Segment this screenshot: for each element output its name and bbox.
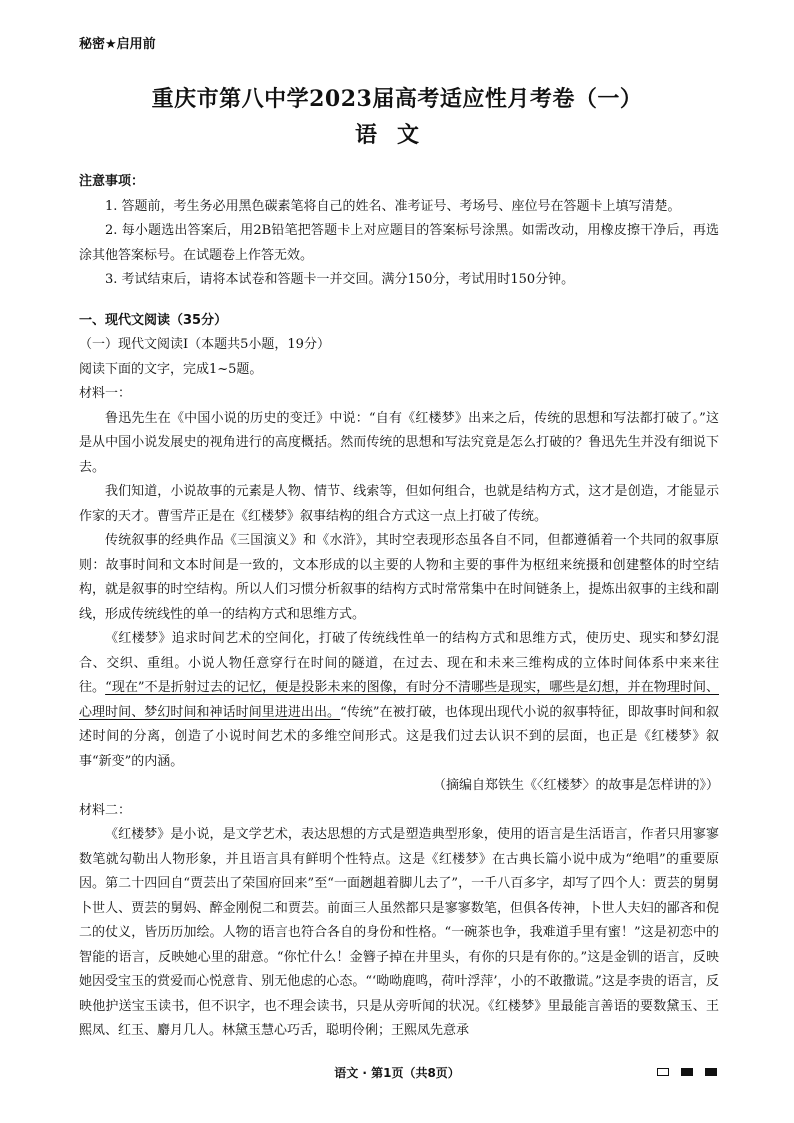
subject-title: 语文 [354,122,439,148]
section-heading: 一、现代文阅读（35分） [79,312,228,328]
material-2-paragraph-1: 《红楼梦》是小说，是文学艺术，表达思想的方式是塑造典型形象，使用的语言是生活语言，作者只用寥寥数笔就勾勒出人物形象，并且语言具有鲜明个性特点。这是《红楼梦》在古典长篇小说中成为“绝唱”的重要原因。第二十四回自“贾芸出了荣国府回来”至“一面趔趄着脚儿去了”，一千八百多字，却写了四个人：贾芸的舅舅卜世人、贾芸的舅妈、醉金刚倪二和贾芸。前面三人虽然都只是寥寥数笔，但俱各传神，卜世人夫妇的鄙吝和倪二的仗义，皆历历加绘。人物的语言也符合各自的身份和性格。“一碗茶也争，我难道手里有蜜！”这是初恋中的智能的语言，反映她心里的甜意。“你忙什么！金簪子掉在井里头，有你的只是有你的。”这是金钏的语言，反映她因受宝玉的赏爱而心悦意肯、别无他虑的心态。“‘呦呦鹿鸣，荷叶浮萍’，小的不敢撒谎。”这是李贵的语言，反映他护送宝玉读书，但不识字，也不理会读书，只是从旁听闻的状况。《红楼梦》里最能言善语的要数黛玉、王熙凤、红玉、麝月几人。林黛玉慧心巧舌，聪明伶俐；王熙凤先意承 [79,827,719,1038]
material-1-source: （摘编自郑铁生《〈红楼梦〉的故事是怎样讲的》） [432,778,719,793]
material-1-paragraph-3: 传统叙事的经典作品《三国演义》和《水浒》，其时空表现形态虽各自不同，但都遵循着一个共同的叙事原则：故事时间和文本时间是一致的，文本形成的以主要的人物和主要的事件为枢纽来统摄和创建整体的时空结构，就是叙事的时空结构。所以人们习惯分析叙事的结构方式时常常集中在时间链条上，提炼出叙事的主线和副线，形成传统线性的单一的结构方式和思维方式。 [79,533,719,622]
exam-body [79,170,719,1044]
notice-item-1: 1. 答题前，考生务必用黑色碳素笔将自己的姓名、准考证号、考场号、座位号在答题卡上填写清楚。 [105,198,681,214]
paragraph-4-part-a: 《红楼梦》追求时间艺术的空间化，打破了传统线性单一的结构方式和思维方式，使历史、现实和梦幻混合、交织、重组。小说人物任意穿行在时间的隧道，在过去、现在和未来三维构成的立体时间体系中来来往往。 [79,631,719,695]
material-1-label: 材料一： [79,386,132,401]
material-2-label: 材料二： [79,802,132,818]
confidential-mark: 秘密★启用前 [79,37,156,52]
notice-item-3: 3. 考试结束后，请将本试卷和答题卡一并交回。满分150分，考试用时150分钟。 [105,272,575,287]
material-1-paragraph-1: 鲁迅先生在《中国小说的历史的变迁》中说：“自有《红楼梦》出来之后，传统的思想和写法都打破了。”这是从中国小说发展史的视角进行的高度概括。然而传统的思想和写法究竟是怎么打破的？鲁迅先生并没有细说下去。 [79,410,719,475]
material-1-paragraph-4 [79,627,719,774]
paragraph-4-part-b: “传统”在被打破，也体现出现代小说的叙事特征，即故事时间和叙述时间的分离，创造了小说时间艺术的多维空间形式。这是我们过去认识不到的层面，也正是《红楼梦》叙事“新变”的内涵。 [79,704,719,769]
notice-item-2: 2. 每小题选出答案后，用2B铅笔把答题卡上对应题目的答案标号涂黑。如需改动，用橡皮擦干净后，再选涂其他答案标号。在试题卷上作答无效。 [79,223,719,263]
underlined-passage: “现在”不是折射过去的记忆，便是投影未来的图像，有时分不清哪些是现实，哪些是幻想，并在物理时间、心理时间、梦幻时间和神话时间里进进出出。 [79,680,719,720]
filled-square-icon [681,1068,693,1076]
subsection-heading: （一）现代文阅读Ⅰ（本题共5小题，19分） [79,337,330,352]
hollow-square-icon [657,1068,669,1076]
page-footer: 语文 · 第1页（共8页） [334,1066,460,1080]
reading-instruction: 阅读下面的文字，完成1~5题。 [79,361,263,377]
notice-heading: 注意事项： [79,174,145,189]
exam-title: 重庆市第八中学2023届高考适应性月考卷（一） [151,86,643,112]
filled-square-icon [705,1068,717,1076]
material-1-paragraph-2: 我们知道，小说故事的元素是人物、情节、线索等，但如何组合，也就是结构方式，这才是创造，才能显示作家的天才。曹雪芹正是在《红楼梦》叙事结构的组合方式这一点上打破了传统。 [79,484,719,524]
page-marks [657,1068,717,1076]
